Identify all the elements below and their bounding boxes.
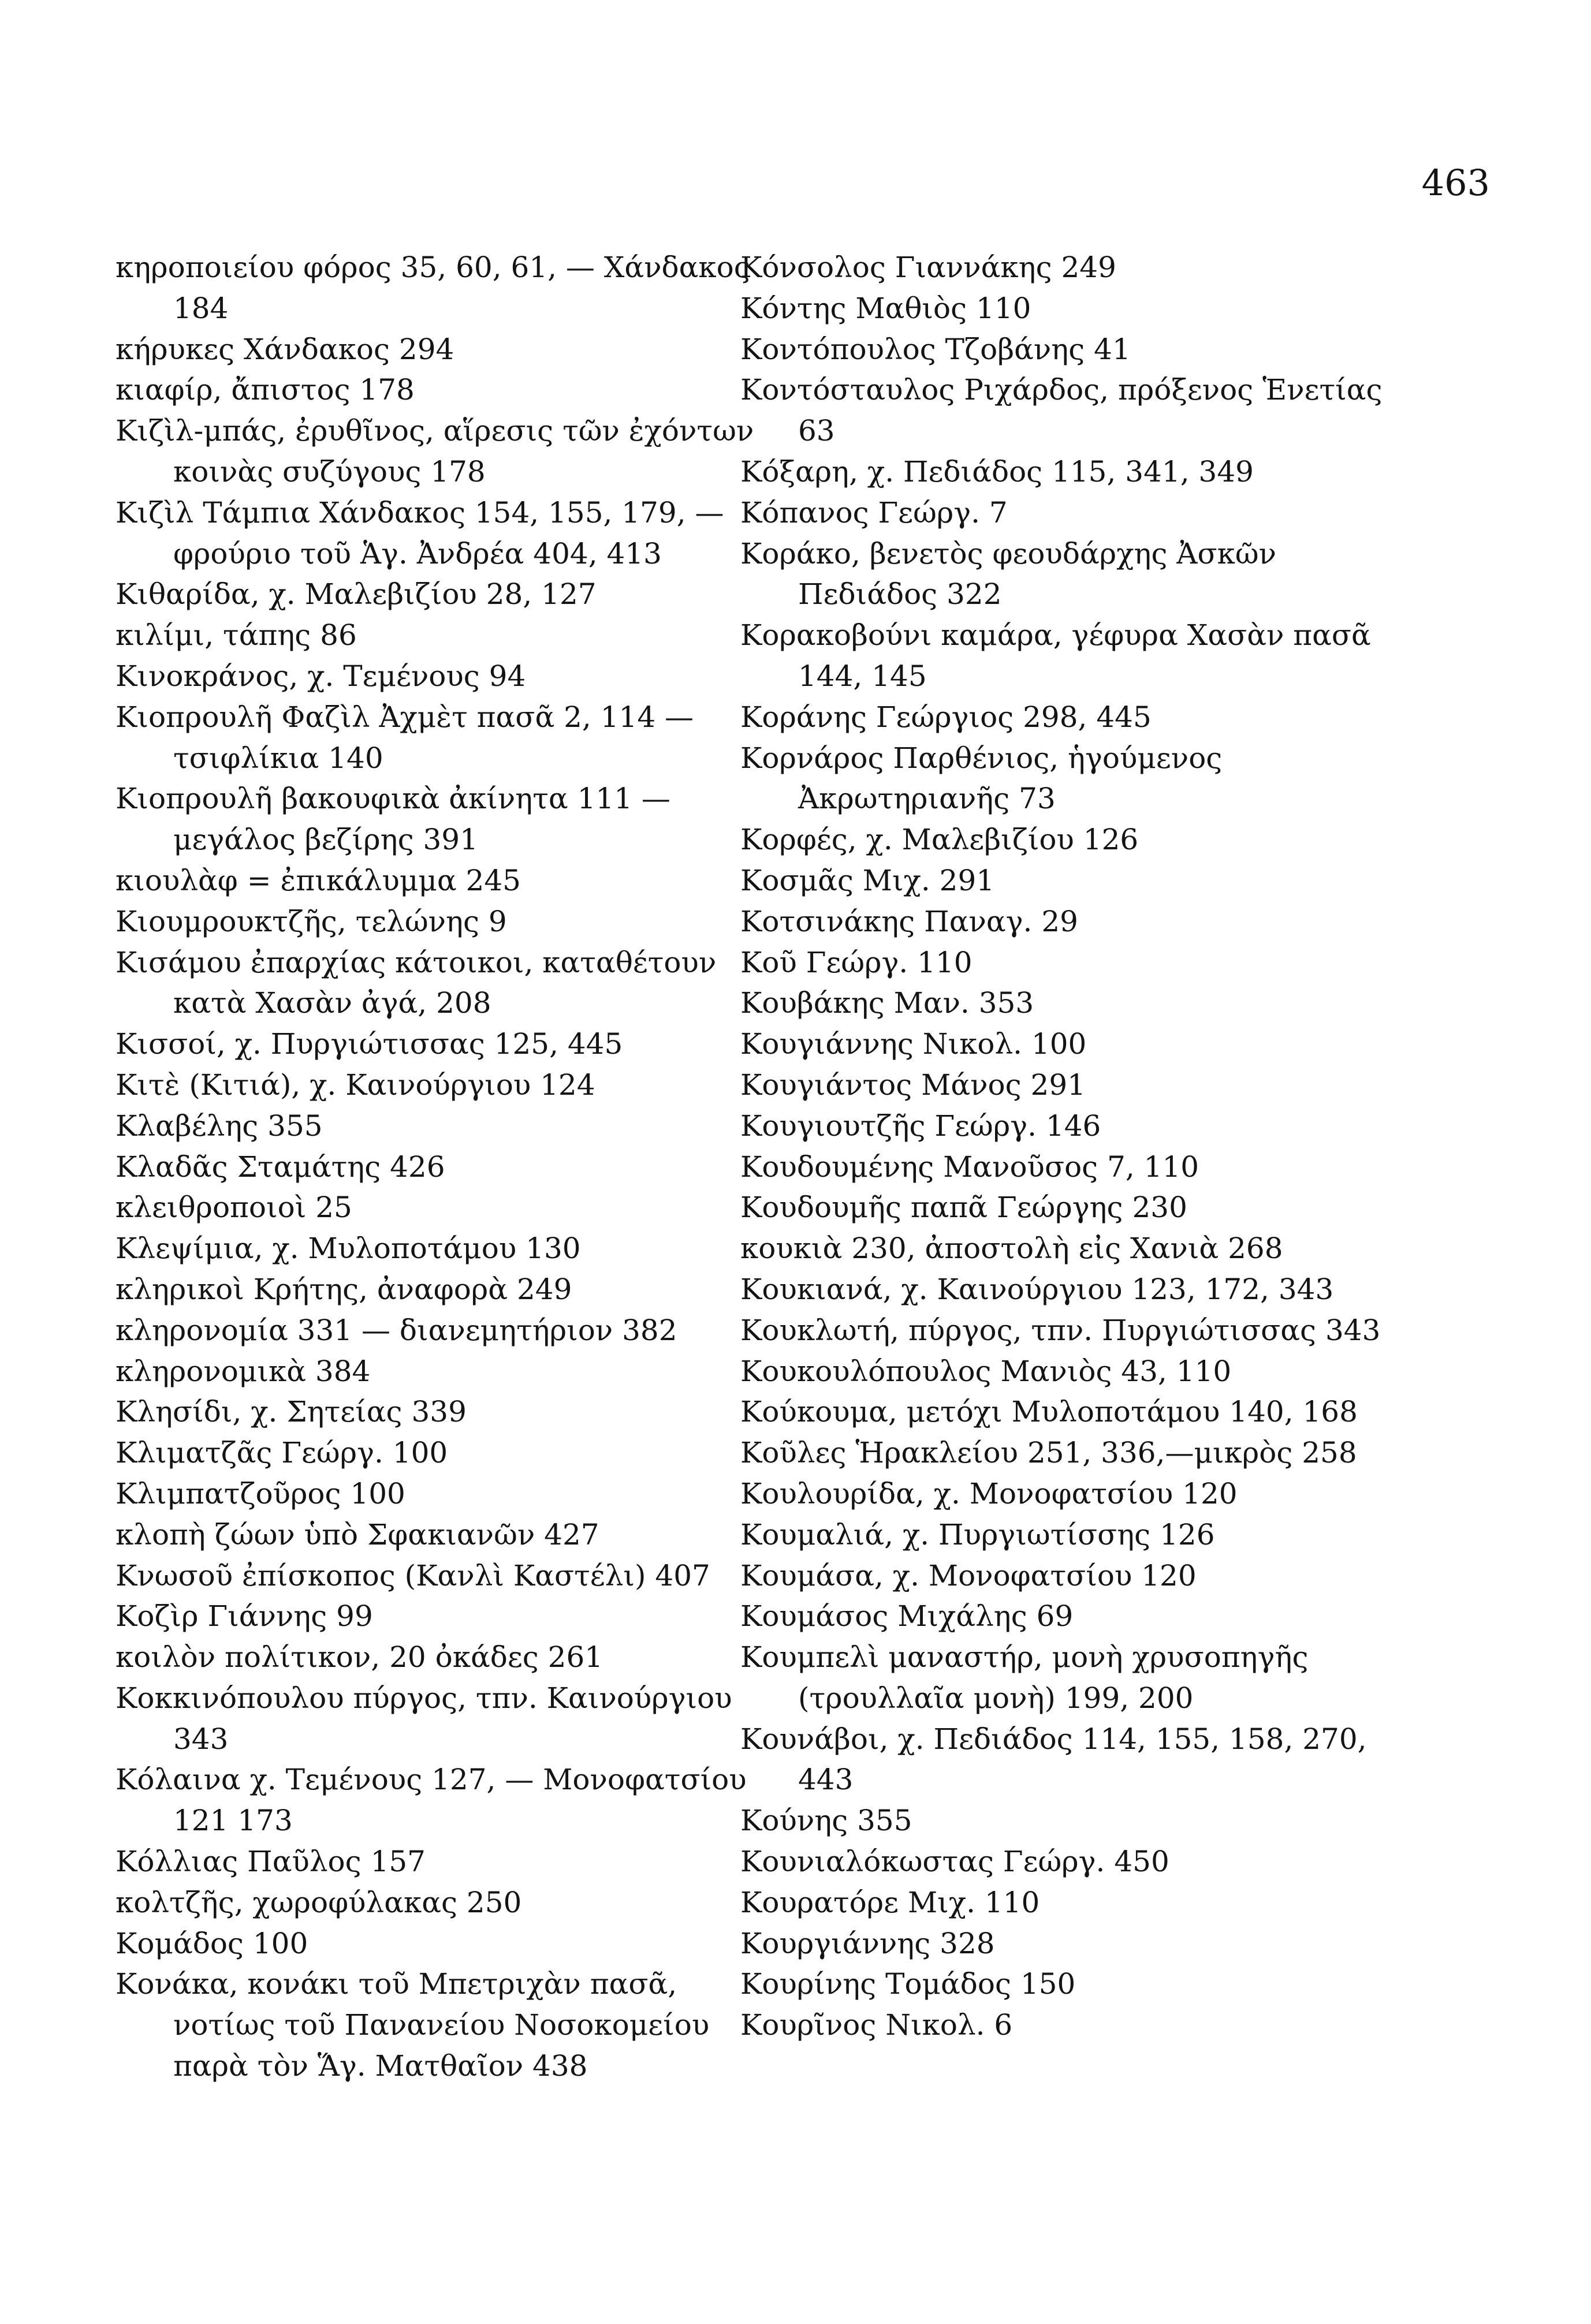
index-entry: Κοράνης Γεώργιος 298, 445 — [740, 700, 1152, 734]
index-entry: Κόλαινα χ. Τεμένους 127, — Μονοφατσίου 121 173 — [115, 1763, 747, 1838]
index-entry: Κλαβέλης 355 — [115, 1109, 323, 1143]
index-entry: Κινοκράνος, χ. Τεμένους 94 — [115, 659, 526, 693]
index-entry: Κοῦ Γεώργ. 110 — [740, 945, 973, 979]
index-entry: Κλαδᾶς Σταμάτης 426 — [115, 1150, 445, 1184]
index-entry: Κισάμου ἐπαρχίας κάτοικοι, καταθέτουν κατὰ Χασὰν ἀγά, 208 — [115, 945, 717, 1020]
index-entry: Κουλουρίδα, χ. Μονοφατσίου 120 — [740, 1476, 1238, 1510]
index-entry: Κούκουμα, μετόχι Μυλοποτάμου 140, 168 — [740, 1395, 1358, 1429]
index-entry: Κουγιουτζῆς Γεώργ. 146 — [740, 1109, 1101, 1143]
page-number: 463 — [1421, 162, 1490, 204]
index-entry: Κόντης Μαθιὸς 110 — [740, 291, 1031, 325]
index-entry: Κουρίνης Τομάδος 150 — [740, 1967, 1076, 2001]
index-entry: Κορνάρος Παρθένιος, ἡγούμενος Ἀκρωτηριανῆς 73 — [740, 741, 1223, 816]
index-entry: Κοῦλες Ἡρακλείου 251, 336,—μικρὸς 258 — [740, 1436, 1357, 1470]
index-entry: Κιουμρουκτζῆς, τελώνης 9 — [115, 904, 507, 938]
index-entry: Κοτσινάκης Παναγ. 29 — [740, 904, 1078, 938]
index-entry: Κοζὶρ Γιάννης 99 — [115, 1599, 373, 1633]
index-entry: Κουβάκης Μαν. 353 — [740, 986, 1034, 1020]
index-entry: Κουρῖνος Νικολ. 6 — [740, 2008, 1013, 2042]
index-entry: Κουδουμῆς παπᾶ Γεώργης 230 — [740, 1191, 1187, 1225]
index-entry: κλειθροποιοὶ 25 — [115, 1191, 352, 1225]
index-entry: Κουγιάννης Νικολ. 100 — [740, 1027, 1087, 1061]
index-entry: Κνωσοῦ ἐπίσκοπος (Κανλὶ Καστέλι) 407 — [115, 1558, 710, 1592]
index-entry: Κούνης 355 — [740, 1804, 912, 1838]
index-entry: Κισσοί, χ. Πυργιώτισσας 125, 445 — [115, 1027, 623, 1061]
index-entry: Κουνιαλόκωστας Γεώργ. 450 — [740, 1845, 1169, 1879]
index-entry: Κορφές, χ. Μαλεβιζίου 126 — [740, 823, 1139, 857]
index-entry: Κουκιανά, χ. Καινούργιου 123, 172, 343 — [740, 1272, 1334, 1306]
index-entry: Κουμπελὶ μαναστήρ, μονὴ χρυσοπηγῆς (τρουλλαῖα μονὴ) 199, 200 — [740, 1640, 1309, 1715]
index-entry: κληρονομία 331 — διανεμητήριον 382 — [115, 1313, 677, 1347]
index-entry: Κιοπρουλῆ Φαζὶλ Ἀχμὲτ πασᾶ 2, 114 — τσιφλίκια 140 — [115, 700, 694, 775]
index-entry: κληρονομικὰ 384 — [115, 1354, 371, 1388]
index-entry: Κόξαρη, χ. Πεδιάδος 115, 341, 349 — [740, 454, 1254, 488]
index-entry: Κλεψίμια, χ. Μυλοποτάμου 130 — [115, 1232, 581, 1266]
index-entry: Κιζὶλ Τάμπια Χάνδακος 154, 155, 179, — φρούριο τοῦ Ἁγ. Ἀνδρέα 404, 413 — [115, 495, 724, 570]
index-entry: κληρικοὶ Κρήτης, ἀναφορὰ 249 — [115, 1272, 572, 1306]
index-entry: Κουμάσα, χ. Μονοφατσίου 120 — [740, 1558, 1197, 1592]
index-entry: κιουλὰφ = ἐπικάλυμμα 245 — [115, 863, 521, 897]
index-entry: Κορακοβούνι καμάρα, γέφυρα Χασὰν πασᾶ 144, 145 — [740, 618, 1371, 693]
index-entry: κλοπὴ ζώων ὑπὸ Σφακιανῶν 427 — [115, 1517, 599, 1551]
index-entry: Κοράκο, βενετὸς φεουδάρχης Ἀσκῶν Πεδιάδος 322 — [740, 536, 1277, 611]
index-entry: Κουρατόρε Μιχ. 110 — [740, 1885, 1040, 1919]
index-entry: Κόνσολος Γιαννάκης 249 — [740, 251, 1116, 284]
index-entry: Κουκουλόπουλος Μανιὸς 43, 110 — [740, 1354, 1232, 1388]
index-entry: Κουμαλιά, χ. Πυργιωτίσσης 126 — [740, 1517, 1215, 1551]
index-column-left — [115, 247, 780, 2087]
index-entry: Κόπανος Γεώργ. 7 — [740, 495, 1008, 529]
index-entry: Κλιμπατζοῦρος 100 — [115, 1476, 405, 1510]
index-entry: Κόλλιας Παῦλος 157 — [115, 1845, 426, 1879]
index-entry: Κομάδος 100 — [115, 1926, 308, 1960]
index-entry: Κοντόσταυλος Ριχάρδος, πρόξενος Ἑνετίας 63 — [740, 373, 1383, 448]
index-entry: Κιζὶλ-μπάς, ἐρυθῖνος, αἵρεσις τῶν ἐχόντων κοινὰς συζύγους 178 — [115, 414, 754, 488]
index-entry: Κλησίδι, χ. Σητείας 339 — [115, 1395, 467, 1429]
index-entry: κολτζῆς, χωροφύλακας 250 — [115, 1885, 522, 1919]
index-entry: Κουκλωτή, πύργος, τπν. Πυργιώτισσας 343 — [740, 1313, 1381, 1347]
index-entry: Κουδουμένης Μανοῦσος 7, 110 — [740, 1150, 1199, 1184]
index-entry: κηροποιείου φόρος 35, 60, 61, — Χάνδακος 184 — [115, 251, 750, 325]
index-entry: Κιτὲ (Κιτιά), χ. Καινούργιου 124 — [115, 1068, 595, 1102]
index-entry: Κουνάβοι, χ. Πεδιάδος 114, 155, 158, 270, 443 — [740, 1722, 1367, 1797]
index-entry: Κιθαρίδα, χ. Μαλεβιζίου 28, 127 — [115, 577, 597, 611]
index-entry: Κουργιάννης 328 — [740, 1926, 995, 1960]
index-entry: Κονάκα, κονάκι τοῦ Μπετριχὰν πασᾶ, νοτίως τοῦ Πανανείου Νοσοκομείου παρὰ τὸν Ἅγ. Ματθαῖον 438 — [115, 1967, 710, 2083]
index-entry: Κιοπρουλῆ βακουφικὰ ἀκίνητα 111 — μεγάλος βεζίρης 391 — [115, 782, 670, 857]
index-entry: κιαφίρ, ἄπιστος 178 — [115, 373, 415, 407]
index-entry: κουκιὰ 230, ἀποστολὴ εἰς Χανιὰ 268 — [740, 1232, 1283, 1266]
index-entry: Κλιματζᾶς Γεώργ. 100 — [115, 1436, 448, 1470]
index-entry: Κοκκινόπουλου πύργος, τπν. Καινούργιου 343 — [115, 1681, 732, 1756]
index-entry: Κοσμᾶς Μιχ. 291 — [740, 863, 995, 897]
index-entry: Κοντόπουλος Τζοβάνης 41 — [740, 332, 1131, 366]
index-column-right — [740, 247, 1416, 2046]
index-entry: κοιλὸν πολίτικον, 20 ὀκάδες 261 — [115, 1640, 603, 1674]
index-entry: κήρυκες Χάνδακος 294 — [115, 332, 454, 366]
index-entry: Κουγιάντος Μάνος 291 — [740, 1068, 1086, 1102]
index-entry: κιλίμι, τάπης 86 — [115, 618, 357, 652]
index-entry: Κουμάσος Μιχάλης 69 — [740, 1599, 1074, 1633]
